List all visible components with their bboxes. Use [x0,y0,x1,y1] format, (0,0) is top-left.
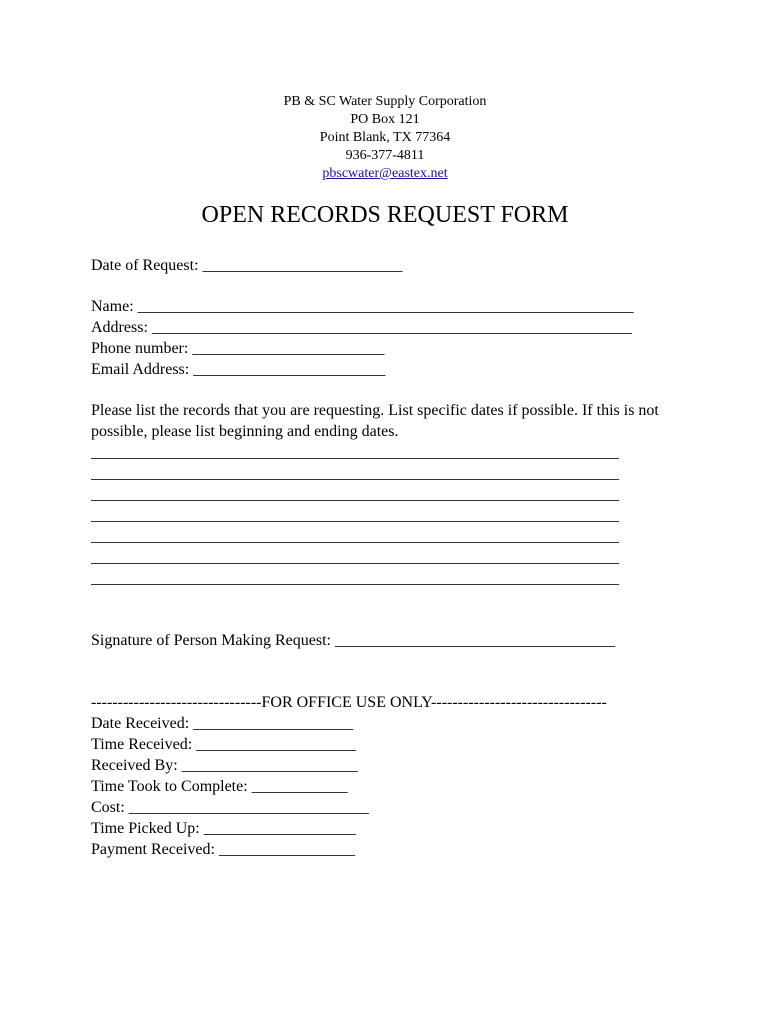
time-to-complete-field[interactable]: Time Took to Complete: ____________ [91,778,348,795]
payment-received-field[interactable]: Payment Received: _________________ [91,841,355,858]
po-box: PO Box 121 [350,112,420,127]
request-blank-line[interactable]: __________________________________________________________________ [91,444,619,461]
date-section [91,255,691,276]
date-received-field[interactable]: Date Received: ____________________ [91,715,354,732]
email-address-field[interactable]: Email Address: ________________________ [91,361,386,378]
signature-section [91,630,691,651]
phone-number-field[interactable]: Phone number: ________________________ [91,340,385,357]
request-instructions: Please list the records that you are requesting. List specific dates if possible. If this is not possible, please list beginning and ending dates. [91,402,659,440]
phone-number: 936-377-4811 [345,148,425,163]
form-title: OPEN RECORDS REQUEST FORM [201,202,569,228]
name-field[interactable]: Name: ______________________________________________________________ [91,298,634,315]
time-received-field[interactable]: Time Received: ____________________ [91,736,357,753]
request-blank-line[interactable]: __________________________________________________________________ [91,507,619,524]
received-by-field[interactable]: Received By: ______________________ [91,757,358,774]
records-request-section [91,400,691,589]
signature-field[interactable]: Signature of Person Making Request: ___________________________________ [91,632,615,649]
office-use-section [91,692,691,860]
cost-field[interactable]: Cost: ______________________________ [91,799,369,816]
request-blank-line[interactable]: __________________________________________________________________ [91,465,619,482]
request-blank-line[interactable]: __________________________________________________________________ [91,486,619,503]
date-of-request-field[interactable]: Date of Request: _________________________ [91,257,403,274]
request-blank-line[interactable]: __________________________________________________________________ [91,570,619,587]
contact-section [91,296,691,380]
company-name: PB & SC Water Supply Corporation [283,94,487,109]
time-picked-up-field[interactable]: Time Picked Up: ___________________ [91,820,356,837]
request-blank-line[interactable]: __________________________________________________________________ [91,528,619,545]
letterhead [0,93,770,183]
request-blank-line[interactable]: __________________________________________________________________ [91,549,619,566]
office-use-heading: --------------------------------FOR OFFICE USE ONLY--------------------------------- [91,694,607,711]
email-link[interactable]: pbscwater@eastex.net [322,166,448,181]
address-field[interactable]: Address: ____________________________________________________________ [91,319,632,336]
city-state-zip: Point Blank, TX 77364 [319,130,451,145]
